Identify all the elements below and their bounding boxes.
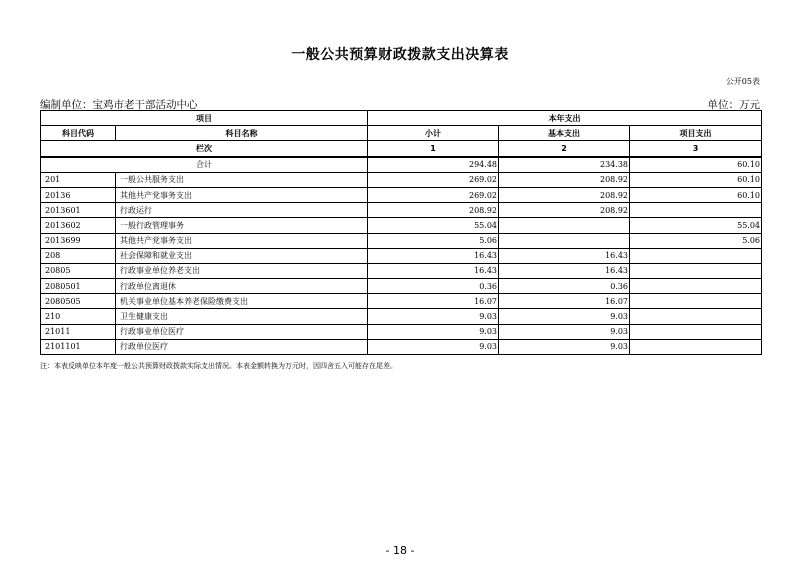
total-subtotal: 294.48 xyxy=(368,157,499,173)
page-title: 一般公共预算财政拨款支出决算表 xyxy=(291,47,509,63)
row-code: 20805 xyxy=(41,263,116,278)
row-subtotal: 55.04 xyxy=(368,218,499,233)
row-basic: 16.07 xyxy=(499,294,630,309)
row-basic: 16.43 xyxy=(499,248,630,263)
row-basic: 208.92 xyxy=(499,187,630,202)
header-basic: 基本支出 xyxy=(499,126,630,141)
row-name: 其他共产党事务支出 xyxy=(116,187,368,202)
table-row xyxy=(41,279,762,294)
row-project xyxy=(630,324,762,339)
table-row xyxy=(41,248,762,263)
header-current-year: 本年支出 xyxy=(368,111,762,126)
header-name: 科目名称 xyxy=(116,126,368,141)
row-name: 其他共产党事务支出 xyxy=(116,233,368,248)
row-name: 行政事业单位医疗 xyxy=(116,324,368,339)
row-name: 行政事业单位养老支出 xyxy=(116,263,368,278)
row-code: 2101101 xyxy=(41,339,116,354)
page-number: - 18 - xyxy=(385,544,415,557)
row-name: 行政单位医疗 xyxy=(116,339,368,354)
row-project xyxy=(630,294,762,309)
row-code: 2080501 xyxy=(41,279,116,294)
row-code: 208 xyxy=(41,248,116,263)
row-subtotal: 16.43 xyxy=(368,248,499,263)
row-subtotal: 16.07 xyxy=(368,294,499,309)
row-code: 20136 xyxy=(41,187,116,202)
table-row xyxy=(41,339,762,354)
row-basic xyxy=(499,218,630,233)
row-project xyxy=(630,203,762,218)
row-project: 5.06 xyxy=(630,233,762,248)
table-row xyxy=(41,309,762,324)
header-column-no: 栏次 xyxy=(41,141,368,157)
row-name: 卫生健康支出 xyxy=(116,309,368,324)
row-name: 一般公共服务支出 xyxy=(116,172,368,187)
row-basic: 9.03 xyxy=(499,339,630,354)
header-code: 科目代码 xyxy=(41,126,116,141)
footnote: 注：本表反映单位本年度一般公共预算财政拨款实际支出情况。本表金额转换为万元时，因四舍五入可能存在尾差。 xyxy=(40,362,397,370)
row-code: 21011 xyxy=(41,324,116,339)
row-subtotal: 208.92 xyxy=(368,203,499,218)
row-project: 55.04 xyxy=(630,218,762,233)
row-subtotal: 9.03 xyxy=(368,339,499,354)
row-code: 2013602 xyxy=(41,218,116,233)
table-row xyxy=(41,233,762,248)
row-basic: 16.43 xyxy=(499,263,630,278)
row-project xyxy=(630,279,762,294)
form-number: 公开05表 xyxy=(725,77,760,86)
table-row xyxy=(41,324,762,339)
row-name: 社会保障和就业支出 xyxy=(116,248,368,263)
row-project: 60.10 xyxy=(630,172,762,187)
row-basic: 208.92 xyxy=(499,172,630,187)
header-project: 项目 xyxy=(41,111,368,126)
header-subtotal: 小计 xyxy=(368,126,499,141)
table-row xyxy=(41,172,762,187)
total-basic: 234.38 xyxy=(499,157,630,173)
header-col3: 3 xyxy=(630,141,762,157)
table-row xyxy=(41,187,762,202)
row-name: 行政单位离退休 xyxy=(116,279,368,294)
row-project xyxy=(630,309,762,324)
header-col1: 1 xyxy=(368,141,499,157)
row-basic: 9.03 xyxy=(499,309,630,324)
table-row xyxy=(41,294,762,309)
row-code: 2013699 xyxy=(41,233,116,248)
table-row xyxy=(41,203,762,218)
table-row xyxy=(41,263,762,278)
header-project-expense: 项目支出 xyxy=(630,126,762,141)
row-basic xyxy=(499,233,630,248)
row-subtotal: 16.43 xyxy=(368,263,499,278)
row-subtotal: 5.06 xyxy=(368,233,499,248)
row-name: 一般行政管理事务 xyxy=(116,218,368,233)
row-subtotal: 9.03 xyxy=(368,309,499,324)
table-row xyxy=(41,218,762,233)
total-row xyxy=(41,157,762,173)
row-code: 210 xyxy=(41,309,116,324)
row-project: 60.10 xyxy=(630,187,762,202)
compiling-unit: 编制单位：宝鸡市老干部活动中心 xyxy=(40,99,198,111)
row-project xyxy=(630,248,762,263)
currency-unit: 单位：万元 xyxy=(707,99,760,111)
row-code: 2080505 xyxy=(41,294,116,309)
row-code: 2013601 xyxy=(41,203,116,218)
total-project: 60.10 xyxy=(630,157,762,173)
row-subtotal: 269.02 xyxy=(368,172,499,187)
total-label: 合计 xyxy=(41,157,368,173)
expenditure-table xyxy=(40,110,762,355)
row-project xyxy=(630,339,762,354)
row-subtotal: 9.03 xyxy=(368,324,499,339)
row-name: 机关事业单位基本养老保险缴费支出 xyxy=(116,294,368,309)
row-subtotal: 269.02 xyxy=(368,187,499,202)
row-subtotal: 0.36 xyxy=(368,279,499,294)
row-project xyxy=(630,263,762,278)
row-basic: 9.03 xyxy=(499,324,630,339)
header-col2: 2 xyxy=(499,141,630,157)
row-basic: 208.92 xyxy=(499,203,630,218)
row-code: 201 xyxy=(41,172,116,187)
row-basic: 0.36 xyxy=(499,279,630,294)
row-name: 行政运行 xyxy=(116,203,368,218)
